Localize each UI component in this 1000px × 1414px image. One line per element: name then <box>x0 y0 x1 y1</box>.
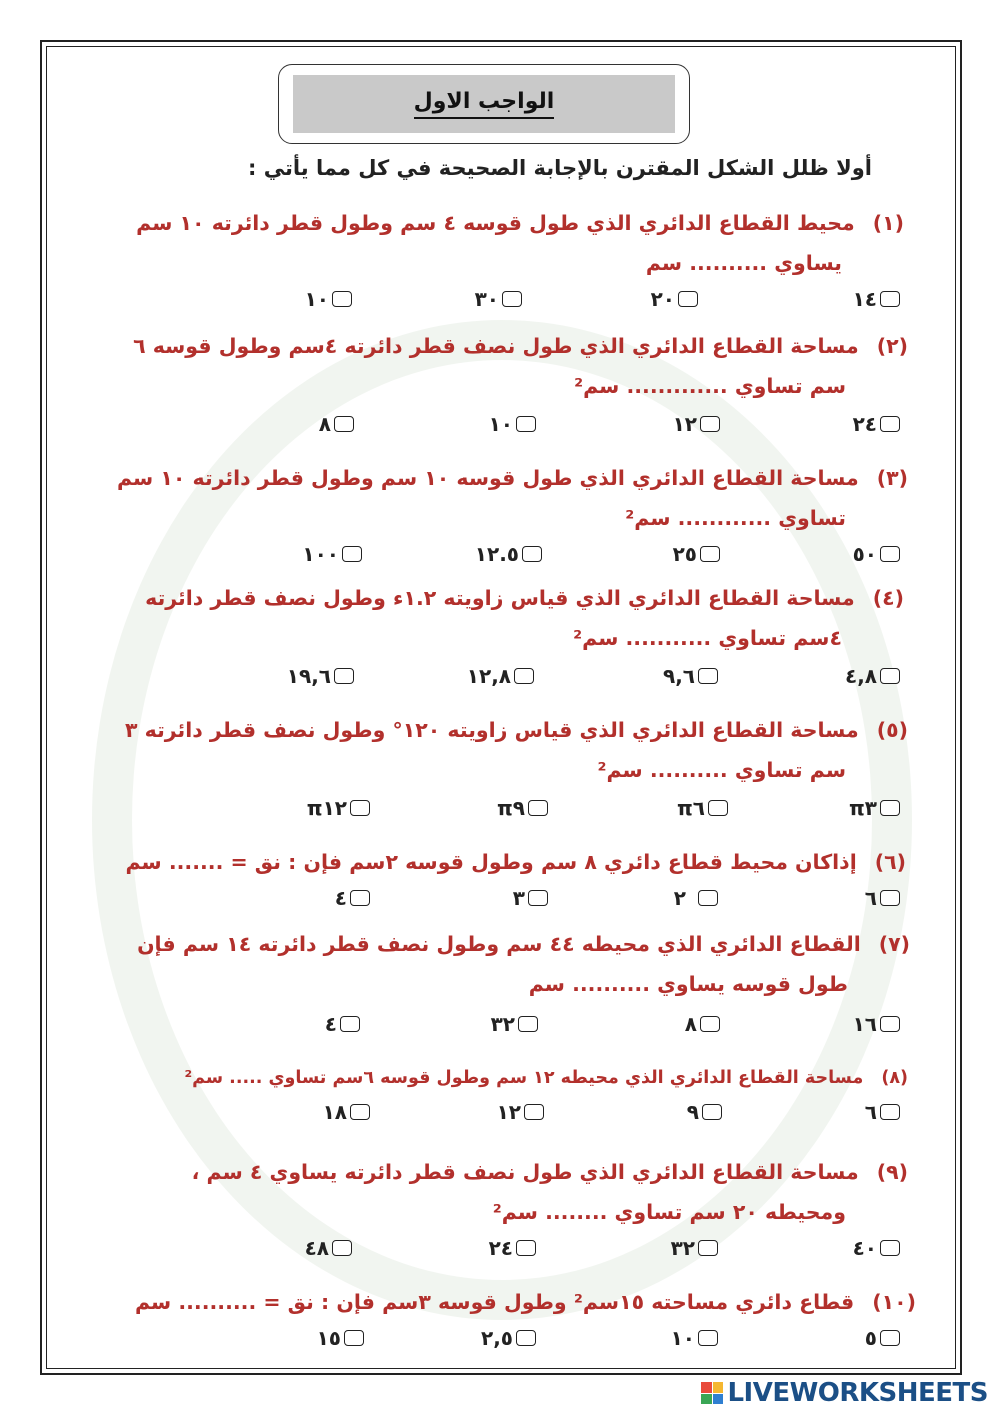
option[interactable] <box>204 408 354 440</box>
option[interactable] <box>386 1232 536 1264</box>
option[interactable] <box>750 882 900 914</box>
answer-checkbox[interactable] <box>702 1104 722 1120</box>
question-number: (١) <box>872 211 904 235</box>
option-label: ١٢.٥ <box>474 542 519 566</box>
question-3 <box>117 458 908 538</box>
option[interactable] <box>750 1096 900 1128</box>
option[interactable] <box>394 1096 544 1128</box>
answer-checkbox[interactable] <box>880 416 900 432</box>
option-label: ٢,٥ <box>480 1326 513 1350</box>
answer-checkbox[interactable] <box>522 546 542 562</box>
option[interactable] <box>572 1096 722 1128</box>
answer-checkbox[interactable] <box>880 291 900 307</box>
question-text-continued: ومحيطه ٢٠ سم تساوي ........ سم² <box>492 1200 846 1224</box>
answer-checkbox[interactable] <box>528 890 548 906</box>
option-label: ١٦ <box>852 1012 877 1036</box>
option-label: ١٤ <box>852 287 877 311</box>
option-label: ١٢,٨ <box>466 664 511 688</box>
option[interactable] <box>398 882 548 914</box>
option[interactable] <box>568 882 718 914</box>
answer-checkbox[interactable] <box>880 546 900 562</box>
answer-checkbox[interactable] <box>528 800 548 816</box>
answer-checkbox[interactable] <box>516 1240 536 1256</box>
question-text-continued: طول قوسه يساوي .......... سم <box>528 972 848 996</box>
option-label: ١٠ <box>488 412 513 436</box>
option[interactable] <box>750 660 900 692</box>
option[interactable] <box>372 283 522 315</box>
option[interactable] <box>384 660 534 692</box>
answer-checkbox[interactable] <box>880 1104 900 1120</box>
answer-checkbox[interactable] <box>334 668 354 684</box>
liveworksheets-logo[interactable] <box>701 1378 988 1408</box>
option-label: ١٢ <box>672 412 697 436</box>
option[interactable] <box>204 660 354 692</box>
option[interactable] <box>386 408 536 440</box>
question-6 <box>125 842 906 882</box>
option[interactable] <box>202 1232 352 1264</box>
question-7 <box>137 924 910 1004</box>
answer-checkbox[interactable] <box>880 1016 900 1032</box>
option-label: ٥ <box>864 1326 877 1350</box>
answer-checkbox[interactable] <box>698 890 718 906</box>
answer-checkbox[interactable] <box>698 1240 718 1256</box>
option[interactable] <box>570 408 720 440</box>
option[interactable] <box>750 1232 900 1264</box>
answer-checkbox[interactable] <box>700 1016 720 1032</box>
answer-options-8 <box>270 1096 900 1128</box>
question-number: (٥) <box>876 718 908 742</box>
answer-options-3 <box>270 538 900 570</box>
option-label: ١٠ <box>304 287 329 311</box>
option-label: ٥٠ <box>852 542 877 566</box>
option[interactable] <box>750 1008 900 1040</box>
answer-checkbox[interactable] <box>340 1016 360 1032</box>
option-label: ٤ <box>324 1012 337 1036</box>
option[interactable] <box>212 538 362 570</box>
liveworksheets-logo-icon <box>701 1382 723 1404</box>
option-label: ٤٨ <box>304 1236 329 1260</box>
option-label: ٢ <box>673 886 686 910</box>
question-text: مساحة القطاع الدائري الذي محيطه ١٢ سم وطول قوسه ٦سم تساوي ..... سم² <box>184 1068 864 1088</box>
option[interactable] <box>388 1008 538 1040</box>
option-label: ١٥ <box>316 1326 341 1350</box>
question-number: (٣) <box>876 466 908 490</box>
answer-checkbox[interactable] <box>502 291 522 307</box>
answer-checkbox[interactable] <box>700 546 720 562</box>
option[interactable] <box>386 1322 536 1354</box>
option-label: ٢٤ <box>488 1236 513 1260</box>
answer-options-1 <box>270 283 900 315</box>
option-label: ١٢ <box>496 1100 521 1124</box>
question-text: مساحة القطاع الدائري الذي طول نصف قطر دائرته يساوي ٤ سم ، <box>191 1160 859 1184</box>
option[interactable] <box>750 408 900 440</box>
question-2 <box>133 326 908 406</box>
question-text: مساحة القطاع الدائري الذي طول قوسه ١٠ سم وطول قطر دائرته ١٠ سم <box>116 466 859 490</box>
answer-options-6 <box>270 882 900 914</box>
question-number: (٩) <box>876 1160 908 1184</box>
option[interactable] <box>220 882 370 914</box>
answer-checkbox[interactable] <box>350 800 370 816</box>
answer-checkbox[interactable] <box>880 1240 900 1256</box>
question-text: إذاكان محيط قطاع دائري ٨ سم وطول قوسه ٢سم فإن : نق = ....... سم <box>125 850 857 874</box>
option-label: ٢٠ <box>650 287 675 311</box>
option[interactable] <box>214 1322 364 1354</box>
option-label: ٣٠ <box>474 287 499 311</box>
question-text: مساحة القطاع الدائري الذي طول نصف قطر دائرته ٤سم وطول قوسه ٦ <box>133 334 859 358</box>
question-number: (٨) <box>881 1068 908 1088</box>
option[interactable] <box>750 1322 900 1354</box>
question-9 <box>192 1152 908 1232</box>
option-label: ١٠ <box>670 1326 695 1350</box>
answer-checkbox[interactable] <box>880 668 900 684</box>
answer-checkbox[interactable] <box>880 1330 900 1346</box>
option[interactable] <box>210 1008 360 1040</box>
title-box <box>278 64 690 144</box>
option-label: ١٨ <box>322 1100 347 1124</box>
option-label: ٣ <box>512 886 525 910</box>
option[interactable] <box>220 1096 370 1128</box>
option-label: ١٠٠ <box>302 542 339 566</box>
answer-checkbox[interactable] <box>708 800 728 816</box>
question-text: مساحة القطاع الدائري الذي قياس زاويته ١٢٠° وطول نصف قطر دائرته ٣ <box>124 718 859 742</box>
answer-checkbox[interactable] <box>524 1104 544 1120</box>
answer-checkbox[interactable] <box>514 668 534 684</box>
option-label: π٦ <box>676 796 705 820</box>
liveworksheets-brand-text: LIVEWORKSHEETS <box>727 1378 988 1408</box>
option-label: ٩ <box>686 1100 699 1124</box>
option[interactable] <box>570 538 720 570</box>
option[interactable] <box>750 283 900 315</box>
option[interactable] <box>568 1232 718 1264</box>
option-label: π١٢ <box>306 796 347 820</box>
answer-checkbox[interactable] <box>332 291 352 307</box>
answer-checkbox[interactable] <box>344 1330 364 1346</box>
question-text-continued: سم تساوي .......... سم² <box>597 758 846 782</box>
answer-options-10 <box>270 1322 900 1354</box>
instructions: أولا ظلل الشكل المقترن بالإجابة الصحيحة في كل مما يأتي : <box>248 156 872 180</box>
option-label: π٣ <box>848 796 877 820</box>
option-label: ٦ <box>864 886 877 910</box>
option[interactable] <box>570 1008 720 1040</box>
answer-options-2 <box>270 408 900 440</box>
title-banner <box>293 75 675 133</box>
question-number: (٤) <box>872 586 904 610</box>
question-4 <box>145 578 904 658</box>
answer-options-5 <box>270 792 900 824</box>
question-number: (٧) <box>878 932 910 956</box>
option-label: ٨ <box>318 412 331 436</box>
answer-checkbox[interactable] <box>698 1330 718 1346</box>
answer-checkbox[interactable] <box>342 546 362 562</box>
question-number: (٢) <box>876 334 908 358</box>
option-label: ٤ <box>334 886 347 910</box>
question-text: القطاع الدائري الذي محيطه ٤٤ سم وطول نصف قطر دائرته ١٤ سم فإن <box>137 932 861 956</box>
option[interactable] <box>568 1322 718 1354</box>
option[interactable] <box>202 283 352 315</box>
answer-options-4 <box>270 660 900 692</box>
answer-checkbox[interactable] <box>678 291 698 307</box>
question-number: (١٠) <box>872 1290 916 1314</box>
question-1 <box>136 203 904 283</box>
answer-checkbox[interactable] <box>700 416 720 432</box>
option-label: ٦ <box>864 1100 877 1124</box>
answer-checkbox[interactable] <box>880 800 900 816</box>
option[interactable] <box>578 792 728 824</box>
option[interactable] <box>220 792 370 824</box>
answer-checkbox[interactable] <box>350 890 370 906</box>
option-label: ٢٤ <box>852 412 877 436</box>
answer-checkbox[interactable] <box>698 668 718 684</box>
option[interactable] <box>548 283 698 315</box>
answer-checkbox[interactable] <box>350 1104 370 1120</box>
option[interactable] <box>392 538 542 570</box>
option-label: π٩ <box>496 796 525 820</box>
question-text-continued: سم تساوي ............. سم² <box>574 374 846 398</box>
option-label: ٢٥ <box>672 542 697 566</box>
question-text-continued: ٤سم تساوي ........... سم² <box>573 626 842 650</box>
option-label: ٣٢ <box>490 1012 515 1036</box>
answer-checkbox[interactable] <box>516 1330 536 1346</box>
answer-checkbox[interactable] <box>334 416 354 432</box>
answer-checkbox[interactable] <box>332 1240 352 1256</box>
question-text: قطاع دائري مساحته ١٥سم² وطول قوسه ٣سم فإن : نق = .......... سم <box>134 1290 855 1314</box>
question-5 <box>125 710 908 790</box>
option[interactable] <box>568 660 718 692</box>
question-text: محيط القطاع الدائري الذي طول قوسه ٤ سم وطول قطر دائرته ١٠ سم <box>136 211 855 235</box>
option[interactable] <box>750 792 900 824</box>
option-label: ٤٠ <box>852 1236 877 1260</box>
option-label: ٩,٦ <box>662 664 695 688</box>
option-label: ٣٢ <box>670 1236 695 1260</box>
worksheet-title: الواجب الاول <box>414 89 555 119</box>
answer-checkbox[interactable] <box>518 1016 538 1032</box>
answer-checkbox[interactable] <box>880 890 900 906</box>
question-text: مساحة القطاع الدائري الذي قياس زاويته ١.٢ء وطول نصف قطر دائرته <box>145 586 855 610</box>
question-text-continued: يساوي .......... سم <box>645 251 842 275</box>
question-10 <box>135 1282 916 1322</box>
option[interactable] <box>750 538 900 570</box>
option-label: ٨ <box>684 1012 697 1036</box>
answer-options-9 <box>270 1232 900 1264</box>
option[interactable] <box>398 792 548 824</box>
question-number: (٦) <box>874 850 906 874</box>
question-text-continued: تساوي ............ سم² <box>625 506 846 530</box>
question-8 <box>184 1058 908 1098</box>
option-label: ٤,٨ <box>844 664 877 688</box>
answer-options-7 <box>270 1008 900 1040</box>
option-label: ١٩,٦ <box>286 664 331 688</box>
answer-checkbox[interactable] <box>516 416 536 432</box>
